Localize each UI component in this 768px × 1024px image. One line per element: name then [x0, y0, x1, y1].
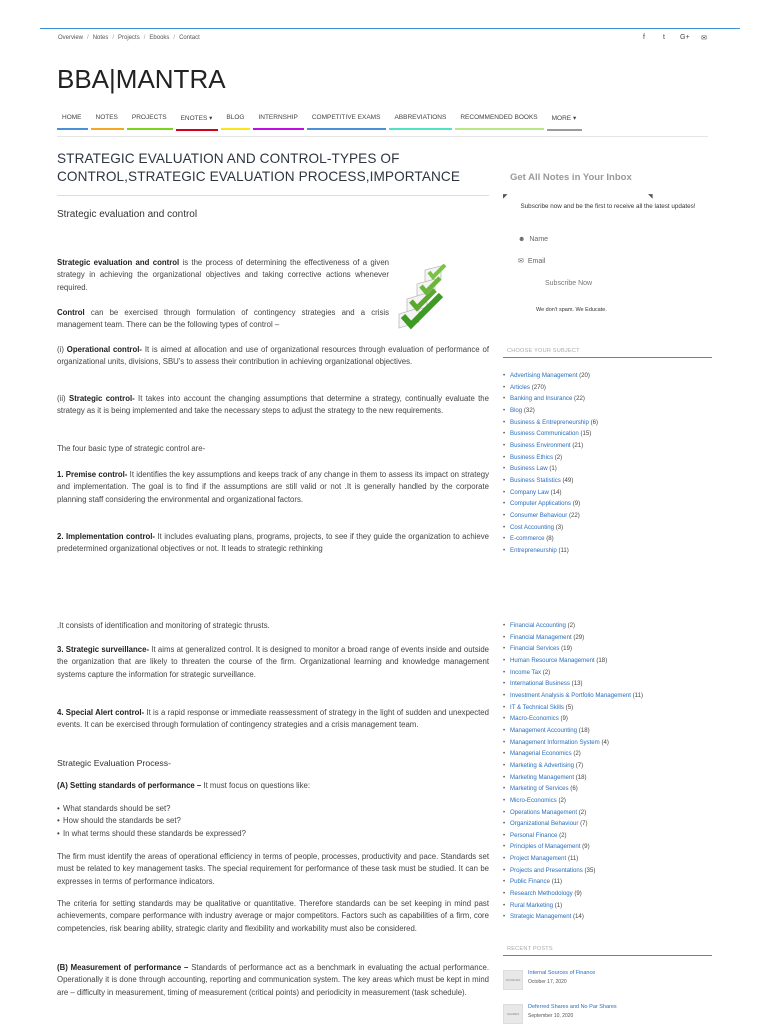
category-item[interactable]: [503, 678, 643, 690]
category-link[interactable]: Investment Analysis & Portfolio Management: [510, 691, 631, 699]
category-item[interactable]: [503, 632, 643, 644]
corner-arrow-icon: ◤: [503, 194, 508, 200]
category-item[interactable]: [503, 428, 598, 440]
category-link[interactable]: Marketing & Advertising: [510, 761, 575, 769]
category-link[interactable]: Personal Finance: [510, 831, 558, 839]
category-item[interactable]: [503, 510, 598, 522]
category-link[interactable]: Management Accounting: [510, 726, 578, 734]
checklist-boxes-icon: [399, 265, 445, 328]
standards-questions-list: [57, 803, 246, 840]
paragraph-definition: Strategic evaluation and control is the process of determining the effectiveness of a given strategy in achieving the organizational objectives and taking corrective actions whenever required.: [57, 258, 389, 292]
category-item[interactable]: [503, 772, 643, 784]
category-link[interactable]: Entrepreneurship: [510, 546, 557, 554]
top-link-contact[interactable]: Contact: [179, 35, 200, 41]
category-count: (11): [551, 878, 563, 886]
category-item[interactable]: [503, 807, 643, 819]
email-icon[interactable]: ✉: [701, 35, 707, 42]
category-item[interactable]: [503, 725, 643, 737]
category-item[interactable]: [503, 382, 598, 394]
category-link[interactable]: E-commerce: [510, 535, 545, 543]
category-link[interactable]: Business Environment: [510, 441, 571, 449]
category-count: (7): [575, 761, 584, 769]
title-divider: [57, 195, 489, 196]
paragraph-implementation-control: 2. Implementation control- It includes evaluating plans, programs, projects, to see if they guide the organization to achieve predetermined organizational objectives or not. It leads to strategic rethinking: [57, 532, 489, 554]
social-links: [640, 34, 708, 42]
category-count: (4): [601, 738, 609, 746]
category-count: (9): [582, 843, 590, 851]
category-count: (11): [567, 855, 579, 863]
category-link[interactable]: Consumer Behaviour: [510, 511, 568, 519]
category-item[interactable]: [503, 853, 643, 865]
top-link-overview[interactable]: Overview: [58, 35, 84, 41]
category-count: (9): [572, 500, 581, 508]
recent-posts-heading: RECENT POSTS: [507, 946, 553, 952]
category-item[interactable]: [503, 748, 643, 760]
category-link[interactable]: IT & Technical Skills: [510, 703, 564, 711]
corner-arrow-icon: ◥: [648, 194, 653, 200]
category-count: (13): [571, 680, 583, 688]
category-link[interactable]: Business Ethics: [510, 453, 554, 461]
category-count: (6): [590, 418, 599, 426]
category-link[interactable]: Income Tax: [510, 668, 542, 676]
category-count: (1): [549, 465, 557, 473]
category-item[interactable]: [503, 737, 643, 749]
top-link-notes[interactable]: Notes: [92, 35, 109, 41]
category-link[interactable]: Advertising Management: [510, 372, 578, 379]
category-item[interactable]: [503, 452, 598, 464]
post-thumbnail[interactable]: SHARES: [503, 1004, 523, 1024]
category-count: (2): [578, 808, 587, 816]
category-link[interactable]: Financial Accounting: [510, 622, 566, 629]
category-count: (6): [570, 785, 578, 793]
category-item[interactable]: [503, 393, 598, 405]
top-link-ebooks[interactable]: Ebooks: [149, 35, 170, 41]
nav-divider: [57, 136, 708, 137]
post-date: October 17, 2020: [528, 979, 567, 985]
category-item[interactable]: [503, 405, 598, 417]
category-link[interactable]: Financial Services: [510, 645, 560, 653]
category-link[interactable]: Company Law: [510, 488, 549, 496]
post-thumbnail[interactable]: SOURCES: [503, 970, 523, 990]
nav-item-home[interactable]: HOME: [57, 114, 88, 130]
category-count: (14): [573, 913, 584, 921]
category-count: (2): [542, 668, 551, 676]
list-item: • In what terms should these standards be expressed?: [57, 828, 246, 840]
nav-item-enotes[interactable]: ENOTES ▾: [176, 114, 219, 131]
category-link[interactable]: Macro-Economics: [510, 715, 559, 723]
category-count: (2): [573, 750, 581, 758]
paragraph-operational-efficiency: The firm must identify the areas of operational efficiency in terms of people, processes, productivity and pace. Standards set must be related to key management tasks. The special requirement for performance of these task must be studied. It can be expresses in terms of performance indicators.: [57, 852, 489, 886]
category-item[interactable]: [503, 533, 598, 545]
category-item[interactable]: [503, 498, 598, 510]
paragraph-premise-control: 1. Premise control- It identifies the key assumptions and keeps track of any change in them to assess its impact on strategy and implementation. The goal is to find if the assumptions are still valid or not .It is generally handled by the corporate planning staff considering the environmental and organizational factors.: [57, 470, 489, 504]
category-count: (2): [567, 622, 576, 629]
category-count: (19): [561, 645, 572, 653]
paragraph-strategic-thrusts: .It consists of identification and monitoring of strategic thrusts.: [57, 621, 270, 630]
paragraph-criteria: The criteria for setting standards may be qualitative or quantitative. Therefore standards can be set keeping in mind past achievements, compare performance with industry average or major competitors. Factors such as capabilities of a firm, core competencies, risk bearing ability, strategic clarity and flexibility and workability must also be considered.: [57, 899, 489, 933]
category-link[interactable]: Operations Management: [510, 808, 578, 816]
category-link[interactable]: Cost Accounting: [510, 523, 555, 531]
post-title[interactable]: Internal Sources of Finance: [528, 970, 596, 976]
category-item[interactable]: [503, 818, 643, 830]
paragraph-four-types: The four basic type of strategic control are-: [57, 444, 206, 453]
main-nav: [57, 110, 707, 134]
category-count: (9): [560, 715, 568, 723]
category-item[interactable]: [503, 545, 598, 557]
category-count: (11): [558, 546, 569, 554]
list-item: • What standards should be set?: [57, 803, 246, 815]
recent-posts-line: [503, 955, 712, 956]
category-item[interactable]: [503, 463, 598, 475]
top-links: Overview / Notes / Projects / Ebooks / Contact: [58, 35, 200, 41]
nav-item-more[interactable]: MORE ▾: [547, 114, 583, 131]
category-item[interactable]: [503, 865, 643, 877]
category-item[interactable]: [503, 690, 643, 702]
category-item[interactable]: [503, 370, 598, 382]
category-count: (18): [596, 656, 608, 664]
paragraph-operational-control: (i) Operational control- It is aimed at allocation and use of organizational resources through evaluation of performance of organizational units, divisions, SBU's to assess their contribution in achieving organizational objectives.: [57, 345, 489, 367]
paragraph-control: Control can be exercised through formulation of contingency strategies and a crisis management team. There can be the following types of control –: [57, 308, 389, 330]
category-link[interactable]: Rural Marketing: [510, 901, 554, 909]
nav-item-blog[interactable]: BLOG: [221, 114, 250, 130]
category-link[interactable]: Marketing of Services: [510, 785, 569, 793]
category-item[interactable]: [503, 783, 643, 795]
category-link[interactable]: Financial Management: [510, 633, 572, 641]
nav-item-projects[interactable]: PROJECTS: [127, 114, 173, 130]
post-title[interactable]: Deferred Shares and No Par Shares: [528, 1004, 617, 1010]
category-link[interactable]: Principles of Management: [510, 843, 581, 851]
category-item[interactable]: [503, 487, 598, 499]
envelope-icon: ✉: [518, 258, 524, 265]
nav-item-internship[interactable]: INTERNSHIP: [253, 114, 303, 130]
category-item[interactable]: [503, 643, 643, 655]
top-link-projects[interactable]: Projects: [118, 35, 140, 41]
paragraph-strategic-surveillance: 3. Strategic surveillance- It aims at generalized control. It is designed to monitor a broad range of events inside and outside the organization that are likely to threaten the course of the firm. Organizational learning and knowledge management systems capture the information for strategic surveillance.: [57, 645, 490, 679]
category-link[interactable]: Organizational Behaviour: [510, 820, 579, 828]
category-item[interactable]: [503, 911, 643, 923]
category-count: (9): [574, 890, 582, 898]
recent-post[interactable]: [503, 970, 595, 990]
category-count: (2): [554, 453, 563, 461]
article-header: [57, 150, 489, 220]
category-list-continued: [503, 620, 643, 923]
category-count: (32): [523, 406, 535, 414]
category-item[interactable]: [503, 876, 643, 888]
category-count: (22): [574, 395, 585, 403]
category-count: (49): [562, 476, 574, 484]
category-link[interactable]: Project Management: [510, 855, 567, 863]
category-link[interactable]: Banking and Insurance: [510, 395, 573, 403]
nav-item-recommended-books[interactable]: RECOMMENDED BOOKS: [455, 114, 543, 130]
category-item[interactable]: [503, 760, 643, 772]
category-item[interactable]: [503, 522, 598, 534]
list-item: • How should the standards be set?: [57, 815, 246, 827]
category-item[interactable]: [503, 841, 643, 853]
category-item[interactable]: [503, 667, 643, 679]
category-link[interactable]: Human Resource Management: [510, 656, 595, 664]
category-count: (29): [573, 633, 585, 641]
category-link[interactable]: Research Methodology: [510, 890, 573, 898]
paragraph-setting-standards: (A) Setting standards of performance – It must focus on questions like:: [57, 781, 311, 790]
newsletter-title: Get All Notes in Your Inbox: [510, 172, 632, 183]
subscribe-button[interactable]: Subscribe Now: [545, 280, 593, 287]
email-field[interactable]: ✉ Email: [518, 257, 546, 265]
category-count: (2): [559, 831, 567, 839]
category-count: (21): [572, 441, 584, 449]
paragraph-strategic-control: (ii) Strategic control- It takes into account the changing assumptions that determine a strategy, continually evaluate the strategy as it is being implemented and take the necessary steps to adjust the strategy to the new requirements.: [57, 394, 489, 416]
category-count: (20): [579, 372, 590, 379]
category-count: (3): [555, 523, 564, 531]
category-count: (35): [584, 866, 596, 874]
category-item[interactable]: [503, 830, 643, 842]
nav-item-abbreviations[interactable]: ABBREVIATIONS: [389, 114, 452, 130]
nav-item-notes[interactable]: NOTES: [91, 114, 124, 130]
category-item[interactable]: [503, 440, 598, 452]
post-date: September 10, 2020: [528, 1013, 574, 1019]
heading-evaluation-process: Strategic Evaluation Process-: [57, 758, 171, 768]
spam-note: We don't spam. We Educate.: [536, 307, 607, 313]
newsletter-subtitle: Subscribe now and be the first to receive all the latest updates!: [520, 203, 696, 210]
category-item[interactable]: [503, 655, 643, 667]
category-link[interactable]: Marketing Management: [510, 773, 575, 781]
category-item[interactable]: [503, 417, 598, 429]
category-count: (18): [578, 726, 590, 734]
category-count: (14): [550, 488, 562, 496]
category-count: (11): [632, 691, 644, 699]
category-link[interactable]: Business & Entrepreneurship: [510, 418, 589, 426]
category-count: (1): [554, 901, 563, 909]
category-link[interactable]: Articles: [510, 383, 530, 391]
category-link[interactable]: Managerial Economics: [510, 750, 572, 758]
category-link[interactable]: Computer Applications: [510, 500, 571, 508]
category-link[interactable]: Micro-Economics: [510, 796, 557, 804]
category-count: (7): [580, 820, 588, 828]
name-field[interactable]: ☻ Name: [518, 236, 549, 243]
category-count: (270): [531, 383, 546, 391]
top-bar: [58, 32, 708, 44]
article-title: STRATEGIC EVALUATION AND CONTROL-TYPES OF CONTROL,STRATEGIC EVALUATION PROCESS,IMPORTANCE: [57, 151, 460, 184]
category-list: [503, 370, 598, 557]
category-link[interactable]: International Business: [510, 680, 570, 688]
recent-post[interactable]: [503, 1004, 617, 1024]
category-count: (18): [575, 773, 587, 781]
user-icon: ☻: [518, 236, 526, 243]
category-count: (2): [558, 796, 566, 804]
category-count: (15): [580, 430, 592, 438]
top-accent-line: [40, 28, 740, 29]
category-link[interactable]: Strategic Management: [510, 913, 572, 921]
category-item[interactable]: [503, 888, 643, 900]
category-link[interactable]: Blog: [510, 406, 523, 414]
category-count: (8): [546, 535, 554, 543]
category-count: (22): [568, 511, 580, 519]
site-logo[interactable]: BBA|MANTRA: [57, 64, 226, 94]
category-item[interactable]: [503, 713, 643, 725]
category-item[interactable]: [503, 475, 598, 487]
category-item[interactable]: [503, 702, 643, 714]
google-plus-icon[interactable]: G+: [680, 34, 690, 41]
category-link[interactable]: Business Law: [510, 465, 548, 473]
twitter-icon[interactable]: t: [663, 34, 665, 41]
checklist-image: [395, 264, 483, 330]
category-link[interactable]: Business Statistics: [510, 476, 561, 484]
category-link[interactable]: Projects and Presentations: [510, 866, 583, 874]
category-item[interactable]: [503, 900, 643, 912]
nav-item-competitive-exams[interactable]: COMPETITIVE EXAMS: [307, 114, 387, 130]
category-link[interactable]: Management Information System: [510, 738, 600, 746]
category-link[interactable]: Business Communication: [510, 430, 579, 438]
subject-heading: CHOOSE YOUR SUBJECT: [507, 348, 580, 354]
category-item[interactable]: [503, 620, 643, 632]
category-count: (5): [565, 703, 574, 711]
category-link[interactable]: Public Finance: [510, 878, 550, 886]
subject-heading-line: [503, 357, 712, 358]
facebook-icon[interactable]: f: [643, 34, 645, 41]
paragraph-special-alert-control: 4. Special Alert control- It is a rapid response or immediate reassessment of strategy in the light of sudden and unexpected events. It can be exercised through formulation of contingency strategies and a crisis management team.: [57, 708, 489, 730]
category-item[interactable]: [503, 795, 643, 807]
paragraph-measurement: (B) Measurement of performance – Standards of performance act as a benchmark in evaluating the actual performance. Operationally it is done through accounting, reporting and communication system. The key areas which must be kept in mind are – difficulty in measurement, timing of measurement (critical points) and periodicity in measurement (task schedule).: [57, 963, 489, 997]
article-subtitle: Strategic evaluation and control: [57, 209, 198, 220]
